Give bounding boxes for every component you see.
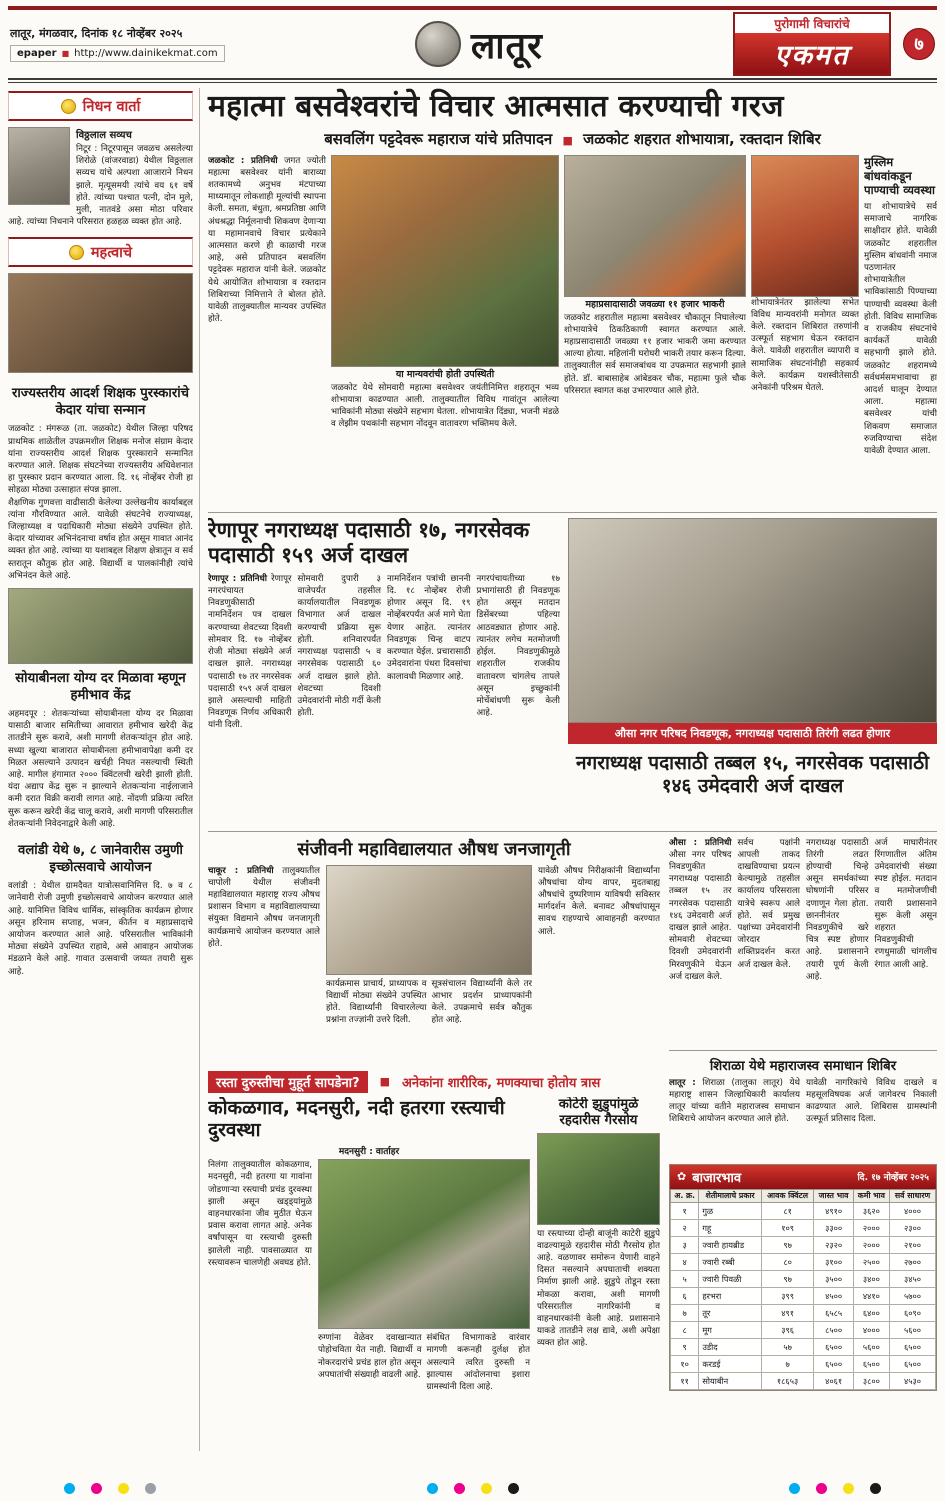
market-cell: ६५०० xyxy=(814,1339,853,1356)
section-header-mahatvache xyxy=(8,237,193,267)
market-row xyxy=(671,1288,936,1305)
market-cell: ९७ xyxy=(761,1271,814,1288)
article-headline: सोयाबीनला योग्य दर मिळावा म्हणून हमीभाव केंद्र xyxy=(15,671,186,703)
article-headline: शिराळा येथे महाराजस्व समाधान शिबिर xyxy=(709,1058,897,1074)
left-sidebar xyxy=(8,88,200,1451)
obituary-section xyxy=(8,88,193,228)
market-cell: ३६२० xyxy=(853,1203,889,1220)
black-dot-icon xyxy=(508,1483,519,1494)
article-text: जगत ज्योती महात्मा बसवेश्वर यांनी बाराव्या शतकामध्ये अनुभव मंटपाच्या माध्यमातून लोकशाही मूल्यांची स्थापना केली. समता, बंधुता, श्रमप्रतिष्ठा आणि अंधश्रद्धा निर्मूलनाची शिकवण देणाऱ्या या महामानवाचे विचार प्रत्येकाने आत्मसात करणे ही काळाची गरज आहे, असे प्रतिपादन बसवलिंग पट्टदेवरू महाराज यांनी केले. जळकोट येथे आयोजित शोभायात्रा व रक्तदान शिबिराच्या निमित्ताने ते बोलत होते. यावेळी तालुक्यातील मान्यवर उपस्थित होते. xyxy=(208,155,326,325)
article-text: जळकोट : मंगरूळ (ता. जळकोट) येथील जिल्हा परिषद प्राथमिक शाळेतील उपक्रमशील शिक्षक मनोज संग्राम केदार यांना राज्यस्तरीय आदर्श शिक्षक पुरस्काराने सन्मानित करण्यात आले. शिक्षक संघटनेच्या राज्यस्तरीय अधिवेशनात हा पुरस्कार प्रदान करण्यात आला. दि. १६ नोव्हेंबर रोजी हा सोहळा मोठ्या उत्साहात संपन्न झाला. xyxy=(8,424,193,496)
market-cell: ३४५० xyxy=(890,1271,936,1288)
market-row xyxy=(671,1305,936,1322)
yellow-dot-icon xyxy=(118,1483,129,1494)
market-cell: ६४०० xyxy=(853,1305,889,1322)
market-cell: २१०० xyxy=(890,1237,936,1254)
city-title: लातूर xyxy=(470,25,543,67)
magenta-dot-icon xyxy=(454,1483,465,1494)
kokalgaon-article xyxy=(208,1097,660,1452)
market-cell: २७०० xyxy=(890,1254,936,1271)
market-cell: ५७ xyxy=(761,1339,814,1356)
edition-dateline: लातूर, मंगळवार, दिनांक १८ नोव्हेंबर २०२५ xyxy=(10,27,183,40)
article-dateline: औसा : प्रतिनिधी xyxy=(669,837,732,848)
market-cell: ८० xyxy=(761,1254,814,1271)
market-header-row xyxy=(671,1189,936,1203)
lead-text-column xyxy=(208,155,326,507)
photo-caption: महाप्रसादासाठी जवळ्या ११ हजार भाकरी xyxy=(585,298,725,310)
market-cell: ३९६ xyxy=(761,1322,814,1339)
article-headline: राज्यस्तरीय आदर्श शिक्षक पुरस्कारांचे केदार यांचा सन्मान xyxy=(11,386,190,418)
article-text: नामनिर्देशन पत्रांची छाननी दि. १८ नोव्हेंबर रोजी होणार असून दि. १९ नोव्हेंबरपर्यंत अर्ज मागे घेता येणार आहेत. त्यानंतर निवडणूक चिन्ह वाटप करण्यात येईल. प्रचारासाठी उमेदवारांना पंधरा दिवसांचा कालावधी मिळणार आहे. xyxy=(387,573,471,682)
ausa-photo-block xyxy=(568,518,937,826)
lead-headline: महात्मा बसवेश्वरांचे विचार आत्मसात करण्याची गरज xyxy=(208,89,784,124)
yellow-dot-icon xyxy=(481,1483,492,1494)
shirala-article xyxy=(669,1056,937,1160)
market-date: दि. १७ नोव्हेंबर २०२५ xyxy=(857,1173,929,1183)
market-cell: ५ xyxy=(671,1271,699,1288)
market-cell: ४००० xyxy=(853,1322,889,1339)
market-cell: ४९१ xyxy=(761,1305,814,1322)
soybean-article xyxy=(8,588,193,830)
article-dateline: चाकूर : प्रतिनिधी xyxy=(208,865,274,876)
market-cell: ज्वारी हायब्रीड xyxy=(699,1237,761,1254)
damaged-road-photo xyxy=(318,1159,530,1329)
market-cell: १ xyxy=(671,1203,699,1220)
market-cell: ४०६१ xyxy=(814,1373,853,1390)
website-url[interactable]: http://www.dainikekmat.com xyxy=(74,48,218,59)
market-row xyxy=(671,1356,936,1373)
article-dateline: मदनसुरी : वार्ताहर xyxy=(338,1147,400,1158)
article-text: शोभायात्रेनंतर झालेल्या सभेत विविध मान्यवरांनी मनोगत व्यक्त केले. रक्तदान शिबिरात तरुणांनी उत्स्फूर्त सहभाग घेऊन रक्तदान केले. यावेळी शहरातील व्यापारी व सामाजिक संघटनांनीही सहकार्य केले. कार्यक्रम यशस्वीतेसाठी अनेकांनी परिश्रम घेतले. xyxy=(751,297,859,393)
market-cell: २३०० xyxy=(890,1220,936,1237)
print-registration-marks xyxy=(0,1483,945,1494)
market-cell: ६५८५ xyxy=(814,1305,853,1322)
market-cell: २००० xyxy=(853,1237,889,1254)
emblem-logo-icon xyxy=(415,21,461,67)
article-text: जळकोट येथे सोमवारी महात्मा बसवेश्वर जयंतीनिमित्त शहरातून भव्य शोभायात्रा काढण्यात आली. तालुक्यातील विविध गावांतून आलेल्या भाविकांनी मोठ्या संख्येने सहभाग घेतला. शोभायात्रेत दिंड्या, भजनी मंडळे व लेझीम पथकांनी सहभाग नोंदवून वातावरण भक्तिमय केले. xyxy=(331,382,559,430)
strip-subtext: अनेकांना शारीरिक, मणक्याचा होतोय त्रास xyxy=(401,1075,601,1091)
square-bullet-icon: ■ xyxy=(562,133,573,147)
market-cell: ८ xyxy=(671,1322,699,1339)
lead-subhead xyxy=(208,129,937,149)
gray-dot-icon xyxy=(145,1483,156,1494)
article-text: सूत्रसंचालन विद्यार्थ्यांनी केले तर आभार प्रदर्शन प्राध्यापकांनी केले. उपक्रमाचे सर्वत्र कौतुक होत आहे. xyxy=(431,978,532,1026)
valandi-article xyxy=(8,836,193,978)
market-rates-widget xyxy=(669,1164,937,1392)
article-dateline: रेणापूर : प्रतिनिधी xyxy=(208,573,268,584)
article-text: यावेळी नागरिकांचे विविध दाखले व महसूलविषयक अर्ज जागेवरच निकाली काढण्यात आले. शिबिरास ग्रामस्थांनी उत्स्फूर्त प्रतिसाद दिला. xyxy=(806,1077,937,1125)
article-text: शिराळा (तालुका लातूर) येथे महाराष्ट्र शासन जिल्हाधिकारी कार्यालय लातूर यांच्या वतीने महाराजस्व समाधान शिबिराचे आयोजन करण्यात आले होते. xyxy=(669,1077,801,1125)
market-cell: ३८०० xyxy=(853,1373,889,1390)
article-text: अहमदपूर : शेतकऱ्यांच्या सोयाबीनला योग्य दर मिळावा यासाठी बाजार समितीच्या आवारात हमीभाव खरेदी केंद्र तातडीने सुरू करावे, अशी मागणी शेतकऱ्यांतून होत आहे. सध्या खुल्या बाजारात सोयाबीनला हमीभावापेक्षा कमी दर मिळत असल्याने उत्पादन खर्चही निघत नसल्याची स्थिती आहे. मागील हंगामात २००० क्विंटलची खरेदी झाली होती. यंदा अद्याप केंद्र सुरू न झाल्याने शेतकऱ्यांना नाईलाजाने कमी दरात विक्री करावी लागत आहे. नोंदणी प्रक्रिया त्वरित सुरू करून खरेदी केंद्र चालू करावे, अशी मागणी परिसरातील शेतकऱ्यांनी निवेदनाद्वारे केली आहे. xyxy=(8,709,193,829)
section-divider xyxy=(208,831,937,832)
stage-dignitaries-photo xyxy=(331,155,559,367)
market-cell: ६५०० xyxy=(853,1356,889,1373)
article-headline: नगराध्यक्ष पदासाठी तब्बल १५, नगरसेवक पदासाठी १४६ उमेदवारी अर्ज दाखल xyxy=(575,751,930,798)
market-cell: ९७ xyxy=(761,1237,814,1254)
ausa-candidates-photo xyxy=(568,518,937,723)
main-column xyxy=(208,88,937,1451)
election-section xyxy=(208,518,937,826)
cmyk-dot-group xyxy=(427,1483,519,1494)
market-cell: ३४०० xyxy=(853,1271,889,1288)
cmyk-dot-group xyxy=(64,1483,156,1494)
procession-photo xyxy=(751,155,859,297)
market-row xyxy=(671,1271,936,1288)
ausa-article-body xyxy=(669,837,937,1045)
market-row xyxy=(671,1254,936,1271)
subhead-left: बसवलिंग पट्टदेवरू महाराज यांचे प्रतिपादन xyxy=(324,129,553,148)
article-text: कार्यक्रमास प्राचार्य, प्राध्यापक व विद्यार्थी मोठ्या संख्येने उपस्थित होते. विद्यार्थ्यांनी विचारलेल्या प्रश्नांना तज्ज्ञांनी उत्तरे दिली. xyxy=(326,978,427,1026)
market-rates-header xyxy=(670,1165,936,1189)
thorny-bushes-road-photo xyxy=(537,1133,660,1225)
column-header: अ. क्र. xyxy=(671,1189,699,1203)
article-text: संबंधित विभागाकडे वारंवार मागणी करूनही दुर्लक्ष होत असल्याने त्वरित दुरुस्ती न झाल्यास आंदोलनाचा इशारा ग्रामस्थांनी दिला आहे. xyxy=(426,1333,530,1392)
section-header-nidhan-varta xyxy=(8,91,193,121)
leaf-icon: ✿ xyxy=(677,1170,687,1183)
market-rates-table xyxy=(670,1189,936,1391)
epaper-link[interactable] xyxy=(10,45,225,62)
column-header: कमी भाव xyxy=(853,1189,889,1203)
flower-icon xyxy=(61,99,76,114)
article-headline: रेणापूर नगराध्यक्ष पदासाठी १७, नगरसेवक पदासाठी १५९ अर्ज दाखल xyxy=(208,517,530,567)
market-cell: ज्वारी पिवळी xyxy=(699,1271,761,1288)
cyan-dot-icon xyxy=(427,1483,438,1494)
article-text: यावेळी औषध निरीक्षकांनी विद्यार्थ्यांना औषधांचा योग्य वापर, मुदतबाह्य औषधांचे दुष्परिणाम याविषयी सविस्तर मार्गदर्शन केले. बनावट औषधांपासून सावध राहण्याचे आवाहनही करण्यात आले. xyxy=(538,865,660,937)
market-cell: तूर xyxy=(699,1305,761,1322)
market-cell: ७ xyxy=(761,1356,814,1373)
market-cell: ९ xyxy=(671,1339,699,1356)
column-header: आवक क्विंटल xyxy=(761,1189,814,1203)
article-text: निटूर : निटूरपासून जवळच असलेल्या शिरोळे (वांजरवाडा) येथील विठ्ठलाल सव्यच यांचे अल्पशा आजाराने निधन झाले. मृत्यूसमयी त्यांचे वय ६१ वर्षे होते. त्यांच्या पश्चात पत्नी, दोन मुले, मुली, नातवंडे असा मोठा परिवार आहे. त्यांच्या निधनाने परिसरात हळहळ व्यक्त होत आहे. xyxy=(8,144,193,228)
market-cell: ५६०० xyxy=(853,1339,889,1356)
koteri-substory xyxy=(537,1097,660,1452)
article-text: अर्ज माघारीनंतर रिंगणातील अंतिम उमेदवारांची संख्या स्पष्ट होईल. मतदान व मतमोजणीची तयारी प्रशासनाने सुरू केली असून शहरात निवडणुकीची रणधुमाळी चांगलीच रंगात आली आहे. xyxy=(874,837,937,970)
market-cell: ५६०० xyxy=(890,1322,936,1339)
water-substory-column xyxy=(864,155,937,507)
market-cell: ३ xyxy=(671,1237,699,1254)
market-cell: ३३०० xyxy=(814,1220,853,1237)
magenta-dot-icon xyxy=(91,1483,102,1494)
article-text: शैक्षणिक गुणवत्ता वाढीसाठी केलेल्या उल्लेखनीय कार्याबद्दल त्यांना गौरविण्यात आले. यावेळी संघटनेचे राज्याध्यक्ष, जिल्हाध्यक्ष व पदाधिकारी मोठ्या संख्येने उपस्थित होते. केदार यांच्यावर अभिनंदनाचा वर्षाव होत असून गावात आनंद व्यक्त होत आहे. त्यांच्या या यशाबद्दल शिक्षण क्षेत्रातून व सर्व स्तरातून कौतुक होत आहे. विद्यार्थी व पालकांनीही त्यांचे अभिनंदन केले आहे. xyxy=(8,497,193,581)
important-section xyxy=(8,234,193,373)
yellow-dot-icon xyxy=(843,1483,854,1494)
article-text: औसा नगर परिषद निवडणुकीत नगराध्यक्ष पदासाठी तब्बल १५ तर नगरसेवक पदासाठी १४६ उमेदवारी अर्ज दाखल झाले आहेत. सोमवारी शेवटच्या दिवशी उमेदवारांनी मिरवणुकीने येऊन अर्ज दाखल केले. xyxy=(669,849,732,982)
article-text: सोमवारी दुपारी ३ वाजेपर्यंत तहसील कार्यालयातील निवडणूक विभागात अर्ज दाखल करण्याची प्रक्रिया सुरू होती. शनिवारपर्यंत नगराध्यक्ष पदासाठी ५ व नगरसेवक पदासाठी ६० अर्ज दाखल झाले होते. शेवटच्या दिवशी उमेदवारांनी मोठी गर्दी केली होती. xyxy=(297,573,381,719)
section-divider xyxy=(669,1050,937,1051)
article-text: निलंगा तालुक्यातील कोकळगाव, मदनसुरी, नदी हतरगा या गावांना जोडणाऱ्या रस्त्याची प्रचंड दुरवस्था झाली असून खड्ड्यांमुळे वाहनधारकांना जीव मुठीत घेऊन प्रवास करावा लागत आहे. अनेक वर्षांपासून या रस्त्याची दुरुस्ती झालेली नाही. पावसाळ्यात या रस्त्यावरून चालणेही अवघड होते. xyxy=(208,1160,312,1268)
article-dateline: लातूर : xyxy=(669,1077,696,1088)
market-cell: गहू xyxy=(699,1220,761,1237)
market-cell: २५०० xyxy=(853,1254,889,1271)
column-header: जास्त भाव xyxy=(814,1189,853,1203)
masthead xyxy=(8,10,937,78)
market-cell: ४५३० xyxy=(890,1373,936,1390)
market-cell: ६५०० xyxy=(890,1356,936,1373)
square-bullet-icon: ■ xyxy=(379,1075,390,1088)
cmyk-dot-group xyxy=(789,1483,881,1494)
strip-headline: रस्ता दुरुस्तीचा मुहूर्त सापडेना? xyxy=(208,1071,368,1093)
road-repair-strip xyxy=(208,1070,660,1094)
cyan-dot-icon xyxy=(64,1483,75,1494)
lower-band xyxy=(208,837,937,1452)
article-text: रेणापूर नगरपंचायत निवडणुकीसाठी नामनिर्देशन पत्र दाखल करण्याच्या शेवटच्या दिवशी सोमवार दि. १७ नोव्हेंबर रोजी मोठ्या संख्येने अर्ज दाखल झाले. नगराध्यक्ष पदासाठी १७ तर नगरसेवक पदासाठी १५९ अर्ज दाखल झाले असल्याची माहिती निवडणूक निर्णय अधिकारी यांनी दिली. xyxy=(208,573,292,731)
market-cell: २ xyxy=(671,1220,699,1237)
market-cell: ८५०० xyxy=(814,1322,853,1339)
article-text: सर्वच पक्षांनी आपली ताकद दाखविण्याचा प्रयत्न केल्यामुळे तहसील कार्यालय परिसराला यात्रेचे स्वरूप आले होते. सर्व प्रमुख पक्षांच्या उमेदवारांनी जोरदार शक्तिप्रदर्शन करत अर्ज दाखल केले. xyxy=(737,837,800,970)
photo-caption: या मान्यवरांची होती उपस्थिती xyxy=(395,368,495,380)
article-text: जळकोट शहरातील महात्मा बसवेश्वर चौकातून निघालेल्या शोभायात्रेचे ठिकठिकाणी स्वागत करण्यात आले. महाप्रसादासाठी जवळ्या ११ हजार भाकरी जमा करण्यात आल्या होत्या. महिलांनी घरोघरी भाकरी तयार करून दिल्या. तालुक्यातील सर्व समाजबांधव या उपक्रमात सहभागी झाले होते. डॉ. बाबासाहेब आंबेडकर चौक, महात्मा फुले चौक परिसरात स्वागत कक्ष उभारण्यात आले होते. xyxy=(564,312,746,396)
photo-caption-bar: औसा नगर परिषद निवडणूक, नगराध्यक्ष पदासाठी तिरंगी लढत होणार xyxy=(568,723,937,744)
market-cell: ४९१० xyxy=(814,1203,853,1220)
article-text: वलांडी : येथील ग्रामदैवत यात्रोत्सवानिमित्त दि. ७ व ८ जानेवारी रोजी उमुणी इच्छोत्सवाचे आयोजन करण्यात आले आहे. यानिमित्त विविध धार्मिक, सांस्कृतिक कार्यक्रम होणार असून हरिनाम सप्ताह, भजन, कीर्तन व महाप्रसादाचे आयोजन करण्यात आले आहे. परिसरातील भाविकांनी मोठ्या संख्येने उपस्थित राहावे, असे आवाहन आयोजक मंडळाने केले आहे. गावात उत्सवाची जय्यत तयारी सुरू आहे. xyxy=(8,881,193,977)
lead-photo-column xyxy=(751,155,859,507)
market-cell: १०९ xyxy=(761,1220,814,1237)
market-cell: ८१ xyxy=(761,1203,814,1220)
lead-story xyxy=(208,90,937,507)
market-cell: २००० xyxy=(853,1220,889,1237)
sanjivani-article xyxy=(208,837,660,1067)
market-cell: २३२० xyxy=(814,1237,853,1254)
market-row xyxy=(671,1220,936,1237)
market-cell: १० xyxy=(671,1356,699,1373)
cyan-dot-icon xyxy=(789,1483,800,1494)
obituary-article xyxy=(8,127,193,228)
market-cell: ५७०० xyxy=(890,1288,936,1305)
page-number-badge: ७ xyxy=(903,28,935,60)
market-cell: ४ xyxy=(671,1254,699,1271)
market-cell: ६५०० xyxy=(814,1356,853,1373)
brand-box xyxy=(733,12,891,76)
column-header: सर्व साधारण xyxy=(890,1189,936,1203)
teacher-award-article xyxy=(8,379,193,582)
market-cell: ११ xyxy=(671,1373,699,1390)
subhead-right: जळकोट शहरात शोभायात्रा, रक्तदान शिबिर xyxy=(583,129,821,148)
market-cell: उडीद xyxy=(699,1339,761,1356)
farmers-meeting-photo xyxy=(8,588,193,664)
market-cell: ६ xyxy=(671,1288,699,1305)
obituary-name: विठ्ठलाल सव्यच xyxy=(76,130,132,141)
market-cell: मूग xyxy=(699,1322,761,1339)
article-dateline: जळकोट : प्रतिनिधी xyxy=(208,155,278,166)
market-cell: ६०९० xyxy=(890,1305,936,1322)
seminar-photo xyxy=(326,865,532,975)
market-cell: ४५०० xyxy=(814,1288,853,1305)
market-cell: ४४१० xyxy=(853,1288,889,1305)
article-text: या रस्त्याच्या दोन्ही बाजूंनी काटेरी झुडुपे वाढल्यामुळे रहदारीस मोठी गैरसोय होत आहे. वळणावर समोरून येणारी वाहने दिसत नसल्याने अपघाताची शक्यता निर्माण झाली आहे. झुडुपे तोडून रस्ता मोकळा करावा, अशी मागणी परिसरातील नागरिकांनी व वाहनधारकांनी केली आहे. प्रशासनाने याकडे तातडीने लक्ष द्यावे, अशी अपेक्षा व्यक्त होत आहे. xyxy=(537,1228,660,1349)
market-cell: हरभरा xyxy=(699,1288,761,1305)
market-cell: ४००० xyxy=(890,1203,936,1220)
market-cell: करडई xyxy=(699,1356,761,1373)
epaper-label[interactable]: epaper xyxy=(17,48,57,59)
renapur-article xyxy=(208,518,560,826)
award-ceremony-photo xyxy=(8,273,193,373)
market-cell: ३९९ xyxy=(761,1288,814,1305)
article-headline: वलांडी येथे ७, ८ जानेवारीस उमुणी इच्छोत्सवाचे आयोजन xyxy=(18,843,183,875)
market-cell: ७ xyxy=(671,1305,699,1322)
market-row xyxy=(671,1203,936,1220)
market-cell: गुळ xyxy=(699,1203,761,1220)
market-cell: १८६५३ xyxy=(761,1373,814,1390)
substory-headline: कोटेरी झुडुपांमुळे रहदारीस गैरसोय xyxy=(558,1096,639,1128)
market-row xyxy=(671,1373,936,1390)
market-cell: सोयाबीन xyxy=(699,1373,761,1390)
article-text: नगराध्यक्ष पदासाठी तिरंगी लढत होण्याची चिन्हे असून समर्थकांच्या घोषणांनी परिसर दणाणून गेला होता. छाननीनंतर निवडणुकीचे खरे चित्र स्पष्ट होणार आहे. प्रशासनाने तयारी पूर्ण केली आहे. xyxy=(806,837,869,982)
brand-name: एकमत xyxy=(735,33,889,74)
market-row xyxy=(671,1237,936,1254)
section-title: निधन वार्ता xyxy=(82,99,141,115)
lead-photo-column xyxy=(564,155,746,507)
article-headline: कोकळगाव, मदनसुरी, नदी हतरगा रस्त्याची दुरवस्था xyxy=(208,1096,505,1142)
black-dot-icon xyxy=(870,1483,881,1494)
market-row xyxy=(671,1322,936,1339)
square-bullet-icon: ■ xyxy=(61,49,70,58)
article-headline: संजीवनी महाविद्यालयात औषध जनजागृती xyxy=(297,838,571,860)
column-header: शेतीमालाचे प्रकार xyxy=(699,1189,761,1203)
lead-photo-column xyxy=(331,155,559,507)
mahaprasad-crowd-photo xyxy=(564,155,746,297)
article-text: रुग्णांना वेळेवर दवाखान्यात पोहोचविता येत नाही. विद्यार्थी व नोकरदारांचे प्रचंड हाल होत असून अपघातांची संख्याही वाढली आहे. xyxy=(318,1333,422,1380)
market-row xyxy=(671,1339,936,1356)
market-cell: ३१०० xyxy=(814,1254,853,1271)
market-cell: ज्वारी रब्बी xyxy=(699,1254,761,1271)
article-text: नगरपंचायतीच्या १७ प्रभागांसाठी ही निवडणूक होत असून मतदान डिसेंबरच्या पहिल्या आठवड्यात होणार आहे. त्यानंतर लगेच मतमोजणी होईल. निवडणुकीमुळे शहरातील राजकीय वातावरण चांगलेच तापले असून इच्छुकांनी मोर्चेबांधणी सुरू केली आहे. xyxy=(476,573,560,719)
market-cell: ३५०० xyxy=(814,1271,853,1288)
article-text: या शोभायात्रेचे सर्व समाजाचे नागरिक साक्षीदार होते. यावेळी जळकोट शहरातील मुस्लिम बांधवांनी नमाज पठणानंतर शोभायात्रेतील भाविकांसाठी पिण्याच्या पाण्याची व्यवस्था केली होती. विविध सामाजिक व राजकीय संघटनांचे कार्यकर्ते यावेळी सहभागी झाले होते. जळकोट शहरामध्ये सर्वधर्मसमभावाचा हा आदर्श घालून देण्यात आला. महात्मा बसवेश्वर यांची शिकवण समाजात रुजविण्याचा संदेश यावेळी देण्यात आला. xyxy=(864,201,937,457)
flower-icon xyxy=(69,245,84,260)
substory-headline: मुस्लिम बांधवांकडून पाण्याची व्यवस्था xyxy=(864,154,936,198)
magenta-dot-icon xyxy=(816,1483,827,1494)
section-title: महत्वाचे xyxy=(90,245,133,262)
section-divider xyxy=(208,512,937,513)
brand-tagline: पुरोगामी विचारांचे xyxy=(774,17,850,31)
obituary-portrait-photo xyxy=(8,127,70,205)
market-title: बाजारभाव xyxy=(692,1170,742,1186)
market-cell: ६५०० xyxy=(890,1339,936,1356)
article-text: तालुक्यातील चापोली येथील संजीवनी महाविद्यालयात महाराष्ट्र राज्य औषध प्रशासन विभाग व महाविद्यालयाच्या संयुक्त विद्यमाने औषध जनजागृती कार्यक्रमाचे आयोजन करण्यात आले होते. xyxy=(208,865,320,949)
